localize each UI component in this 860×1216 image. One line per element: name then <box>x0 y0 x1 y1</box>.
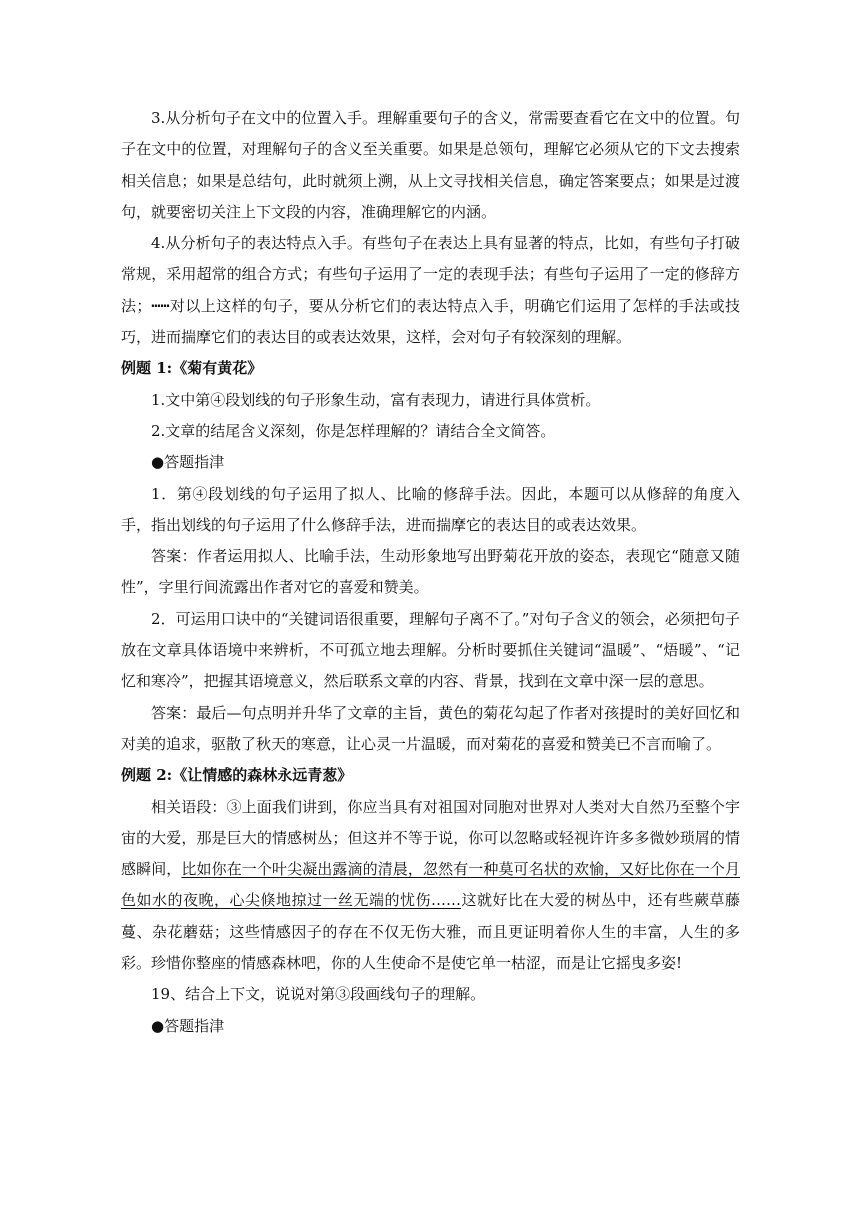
passage-text-before: 相关语段：③上面我们讲到，你应当具有对祖国对同胞对世界对人类对大自然乃至整个宇宙的大爱，那是巨大的情感树丛；但这并不等于说，你可以忽略或轻视许许多多微妙琐屑的情感瞬间， <box>121 797 740 879</box>
example-1-question-2: 2.文章的结尾含义深刻，你是怎样理解的？请结合全文简答。 <box>151 421 556 440</box>
example-1-guide-2: 2．可运用口诀中的“关键词语很重要，理解句子离不了。”对句子含义的领会，必须把句子放在文章具体语境中来辨析，不可孤立地去理解。分析时要抓住关键词“温暖”、“焐暖”、“记忆和寒冷”，把握其语境意义，然后联系文章的内容、背景，找到在文章中深一层的意思。 <box>121 609 740 691</box>
example-1-answer-1: 答案：作者运用拟人、比喻手法，生动形象地写出野菊花开放的姿态，表现它“随意又随性”，字里行间流露出作者对它的喜爱和赞美。 <box>121 547 740 597</box>
example-1-guide-1: 1．第④段划线的句子运用了拟人、比喻的修辞手法。因此，本题可以从修辞的角度入手，指出划线的句子运用了什么修辞手法，进而揣摩它的表达目的或表达效果。 <box>121 484 740 534</box>
passage-text-after: 这就好比在大爱的树丛中，还有些蕨草藤蔓、杂花蘑菇；这些情感因子的存在不仅无伤大雅，而且更证明着你人生的丰富，人生的多彩。珍惜你整座的情感森林吧，你的人生使命不是使它单一枯涩，而是让它摇曳多姿! <box>121 891 740 973</box>
example-1-guide-label: ●答题指津 <box>151 453 225 472</box>
example-1-question-1: 1.文中第④段划线的句子形象生动，富有表现力，请进行具体赏析。 <box>151 390 601 409</box>
paragraph-method-3: 3.从分析句子在文中的位置入手。理解重要句子的含义，常需要查看它在文中的位置。句子在文中的位置，对理解句子的含义至关重要。如果是总领句，理解它必须从它的下文去搜索相关信息；如果是总结句，此时就须上溯，从上文寻找相关信息，确定答案要点；如果是过渡句，就要密切关注上下文段的内容，准确理解它的内涵。 <box>121 109 740 221</box>
passage-underlined-sentence: 比如你在一个叶尖凝出露滴的清晨，忽然有一种莫可名状的欢愉，又好比你在一个月色如水的夜晚，心尖倏地掠过一丝无端的忧伤…… <box>121 860 740 910</box>
example-2-question-19: 19、结合上下文，说说对第③段画线句子的理解。 <box>151 985 486 1004</box>
example-2-title: 例题 2:《让情感的森林永远青葱》 <box>121 766 353 785</box>
example-1-title: 例题 1:《菊有黄花》 <box>121 359 263 378</box>
paragraph-method-4: 4.从分析句子的表达特点入手。有些句子在表达上具有显著的特点，比如，有些句子打破常规，采用超常的组合方式；有些句子运用了一定的表现手法；有些句子运用了一定的修辞方法；┅┅对以上这样的句子，要从分析它们的表达特点入手，明确它们运用了怎样的手法或技巧，进而揣摩它们的表达目的或表达效果，这样，会对句子有较深刻的理解。 <box>121 234 740 347</box>
example-2-guide-label: ●答题指津 <box>151 1016 225 1035</box>
example-2-passage <box>121 792 740 980</box>
example-1-answer-2: 答案：最后—句点明并升华了文章的主旨，黄色的菊花勾起了作者对孩提时的美好回忆和对美的追求，驱散了秋天的寒意，让心灵一片温暖，而对菊花的喜爱和赞美已不言而喻了。 <box>121 703 740 753</box>
